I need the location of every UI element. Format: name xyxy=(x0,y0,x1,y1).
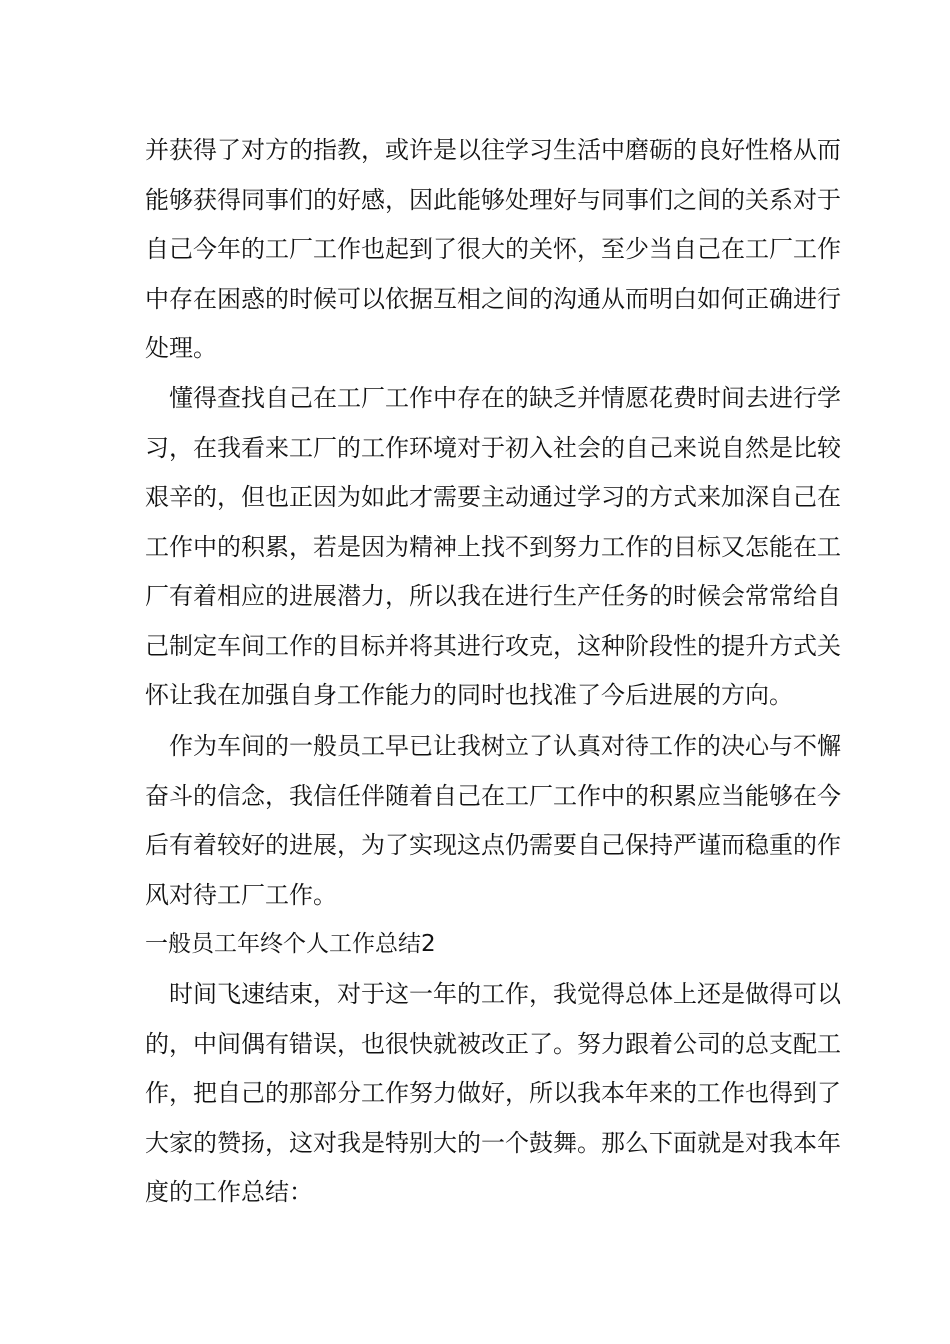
paragraph-line: 工作中的积累，若是因为精神上找不到努力工作的目标又怎能在工 xyxy=(145,532,841,561)
paragraph-line: 己制定车间工作的目标并将其进行攻克，这种阶段性的提升方式关 xyxy=(145,631,841,660)
paragraph-line: 作，把自己的那部分工作努力做好，所以我本年来的工作也得到了 xyxy=(145,1079,841,1107)
paragraph-line: 懂得查找自己在工厂工作中存在的缺乏并情愿花费时间去进行学 xyxy=(169,384,841,412)
paragraph-line: 艰辛的，但也正因为如此才需要主动通过学习的方式来加深自己在 xyxy=(145,483,841,511)
paragraph-line: 中存在困惑的时候可以依据互相之间的沟通从而明白如何正确进行 xyxy=(145,284,841,313)
paragraph-1 xyxy=(145,126,841,374)
paragraph-line: 度的工作总结： xyxy=(145,1178,313,1206)
paragraph-3 xyxy=(145,722,841,920)
paragraph-line: 自己今年的工厂工作也起到了很大的关怀，至少当自己在工厂工作 xyxy=(145,235,841,263)
paragraph-line: 厂有着相应的进展潜力，所以我在进行生产任务的时候会常常给自 xyxy=(145,582,841,610)
paragraph-line: 大家的赞扬，这对我是特别大的一个鼓舞。那么下面就是对我本年 xyxy=(145,1128,841,1157)
paragraph-line: 后有着较好的进展，为了实现这点仍需要自己保持严谨而稳重的作 xyxy=(145,831,841,859)
paragraph-line: 风对待工厂工作。 xyxy=(145,880,337,909)
paragraph-line: 作为车间的一般员工早已让我树立了认真对待工作的决心与不懈 xyxy=(169,732,841,760)
paragraph-2 xyxy=(145,374,841,721)
paragraph-line: 习，在我看来工厂的工作环境对于初入社会的自己来说自然是比较 xyxy=(145,433,841,462)
paragraph-line: 的，中间偶有错误，也很快就被改正了。努力跟着公司的总支配工 xyxy=(145,1029,841,1058)
paragraph-line: 怀让我在加强自身工作能力的同时也找准了今后进展的方向。 xyxy=(145,681,793,709)
section-heading: 一般员工年终个人工作总结2 xyxy=(145,931,436,957)
paragraph-line: 并获得了对方的指教，或许是以往学习生活中磨砺的良好性格从而 xyxy=(145,136,841,164)
paragraph-line: 时间飞速结束，对于这一年的工作，我觉得总体上还是做得可以 xyxy=(169,980,841,1008)
paragraph-line: 能够获得同事们的好感，因此能够处理好与同事们之间的关系对于 xyxy=(145,185,841,214)
paragraph-line: 奋斗的信念，我信任伴随着自己在工厂工作中的积累应当能够在今 xyxy=(145,781,841,810)
paragraph-4 xyxy=(145,970,841,1218)
paragraph-line: 处理。 xyxy=(145,334,217,362)
